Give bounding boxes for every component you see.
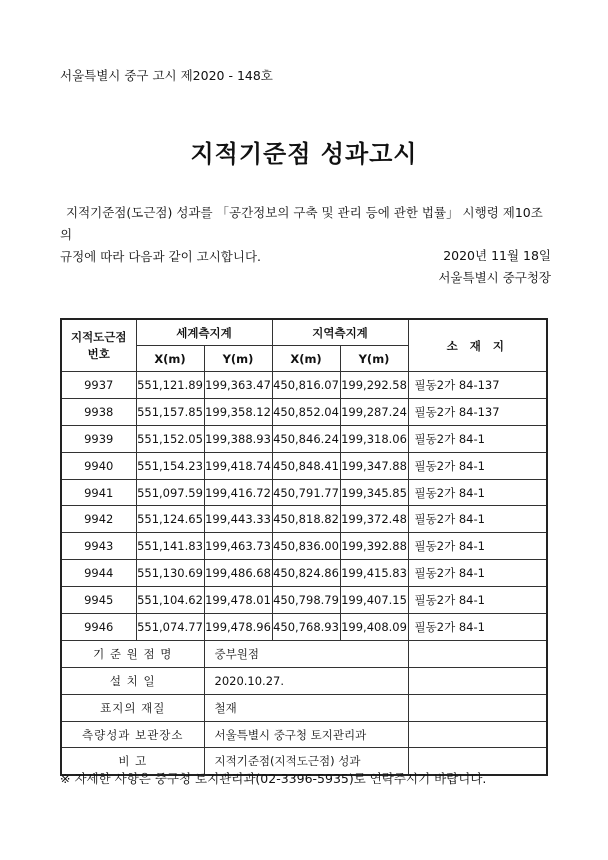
- world-y-cell: 199,358.12: [204, 398, 272, 425]
- notice-number: 서울특별시 중구 고시 제2020 - 148호: [60, 68, 273, 83]
- location-cell: 필동2가 84-1: [408, 425, 547, 452]
- world-y-cell: 199,416.72: [204, 479, 272, 506]
- survey-results-table: [60, 318, 548, 776]
- point-number-cell: 9938: [61, 398, 136, 425]
- meta-row: [61, 721, 547, 748]
- regional-x-cell: 450,768.93: [272, 614, 340, 641]
- point-rows: [61, 372, 547, 641]
- meta-label: 비 고: [61, 748, 204, 775]
- regional-y-cell: 199,318.06: [340, 425, 408, 452]
- world-x-cell: 551,157.85: [136, 398, 204, 425]
- header-point-number: 지적도근점 번호: [61, 319, 136, 372]
- table-row: [61, 425, 547, 452]
- meta-label: 측량성과 보관장소: [61, 721, 204, 748]
- regional-x-cell: 450,818.82: [272, 506, 340, 533]
- meta-label: 표지의 재질: [61, 694, 204, 721]
- regional-x-cell: 450,836.00: [272, 533, 340, 560]
- regional-x-cell: 450,816.07: [272, 372, 340, 399]
- point-number-cell: 9945: [61, 587, 136, 614]
- meta-label: 기 준 원 점 명: [61, 640, 204, 667]
- regional-x-cell: 450,848.41: [272, 452, 340, 479]
- point-number-cell: 9941: [61, 479, 136, 506]
- regional-x-cell: 450,852.04: [272, 398, 340, 425]
- header-regional-y: Y(m): [340, 346, 408, 372]
- regional-y-cell: 199,408.09: [340, 614, 408, 641]
- regional-x-cell: 450,824.86: [272, 560, 340, 587]
- table-row: [61, 372, 547, 399]
- regional-y-cell: 199,392.88: [340, 533, 408, 560]
- table-row: [61, 533, 547, 560]
- body-line-1: 지적기준점(도근점) 성과를 「공간정보의 구축 및 관리 등에 관한 법률」 시행령 제10조의: [60, 205, 543, 242]
- meta-value: 지적기준점(지적도근점) 성과: [204, 748, 408, 775]
- world-x-cell: 551,141.83: [136, 533, 204, 560]
- location-cell: 필동2가 84-1: [408, 452, 547, 479]
- world-y-cell: 199,478.96: [204, 614, 272, 641]
- notice-date: 2020년 11월 18일: [443, 248, 551, 263]
- world-x-cell: 551,121.89: [136, 372, 204, 399]
- meta-value: 서울특별시 중구청 토지관리과: [204, 721, 408, 748]
- point-number-cell: 9940: [61, 452, 136, 479]
- world-y-cell: 199,388.93: [204, 425, 272, 452]
- world-y-cell: 199,363.47: [204, 372, 272, 399]
- meta-row: [61, 640, 547, 667]
- meta-empty-cell: [408, 694, 547, 721]
- page-title: 지적기준점 성과고시: [190, 140, 418, 168]
- regional-y-cell: 199,292.58: [340, 372, 408, 399]
- point-number-cell: 9939: [61, 425, 136, 452]
- world-x-cell: 551,154.23: [136, 452, 204, 479]
- world-x-cell: 551,074.77: [136, 614, 204, 641]
- world-y-cell: 199,443.33: [204, 506, 272, 533]
- world-x-cell: 551,152.05: [136, 425, 204, 452]
- meta-value: 철재: [204, 694, 408, 721]
- header-world-y: Y(m): [204, 346, 272, 372]
- meta-value: 중부원점: [204, 640, 408, 667]
- regional-x-cell: 450,798.79: [272, 587, 340, 614]
- meta-empty-cell: [408, 667, 547, 694]
- issuer: 서울특별시 중구청장: [438, 270, 551, 285]
- location-cell: 필동2가 84-1: [408, 479, 547, 506]
- world-y-cell: 199,418.74: [204, 452, 272, 479]
- point-number-cell: 9942: [61, 506, 136, 533]
- table-row: [61, 587, 547, 614]
- regional-y-cell: 199,372.48: [340, 506, 408, 533]
- world-x-cell: 551,104.62: [136, 587, 204, 614]
- header-regional-geodetic: 지역측지계: [272, 319, 408, 346]
- body-line-2: 규정에 따라 다음과 같이 고시합니다.: [60, 249, 261, 264]
- meta-label: 설 치 일: [61, 667, 204, 694]
- location-cell: 필동2가 84-1: [408, 614, 547, 641]
- meta-empty-cell: [408, 640, 547, 667]
- world-x-cell: 551,124.65: [136, 506, 204, 533]
- point-number-cell: 9937: [61, 372, 136, 399]
- world-y-cell: 199,463.73: [204, 533, 272, 560]
- regional-y-cell: 199,415.83: [340, 560, 408, 587]
- table-row: [61, 398, 547, 425]
- regional-y-cell: 199,347.88: [340, 452, 408, 479]
- regional-y-cell: 199,407.15: [340, 587, 408, 614]
- regional-y-cell: 199,287.24: [340, 398, 408, 425]
- world-x-cell: 551,130.69: [136, 560, 204, 587]
- location-cell: 필동2가 84-1: [408, 533, 547, 560]
- regional-x-cell: 450,791.77: [272, 479, 340, 506]
- header-world-x: X(m): [136, 346, 204, 372]
- table-row: [61, 479, 547, 506]
- table-row: [61, 452, 547, 479]
- table-row: [61, 506, 547, 533]
- meta-row: [61, 667, 547, 694]
- point-number-cell: 9946: [61, 614, 136, 641]
- world-y-cell: 199,478.01: [204, 587, 272, 614]
- meta-empty-cell: [408, 721, 547, 748]
- regional-y-cell: 199,345.85: [340, 479, 408, 506]
- header-regional-x: X(m): [272, 346, 340, 372]
- location-cell: 필동2가 84-1: [408, 560, 547, 587]
- table-row: [61, 614, 547, 641]
- location-cell: 필동2가 84-137: [408, 372, 547, 399]
- point-number-cell: 9943: [61, 533, 136, 560]
- location-cell: 필동2가 84-1: [408, 506, 547, 533]
- meta-value: 2020.10.27.: [204, 667, 408, 694]
- footnote: ※ 자세한 사항은 중구청 토지관리과(02-3396-5935)로 연락주시기 바랍니다.: [60, 771, 487, 786]
- header-location: 소 재 지: [408, 319, 547, 372]
- meta-rows: [61, 640, 547, 775]
- table-row: [61, 560, 547, 587]
- location-cell: 필동2가 84-137: [408, 398, 547, 425]
- world-x-cell: 551,097.59: [136, 479, 204, 506]
- world-y-cell: 199,486.68: [204, 560, 272, 587]
- header-world-geodetic: 세계측지계: [136, 319, 272, 346]
- point-number-cell: 9944: [61, 560, 136, 587]
- location-cell: 필동2가 84-1: [408, 587, 547, 614]
- meta-row: [61, 694, 547, 721]
- regional-x-cell: 450,846.24: [272, 425, 340, 452]
